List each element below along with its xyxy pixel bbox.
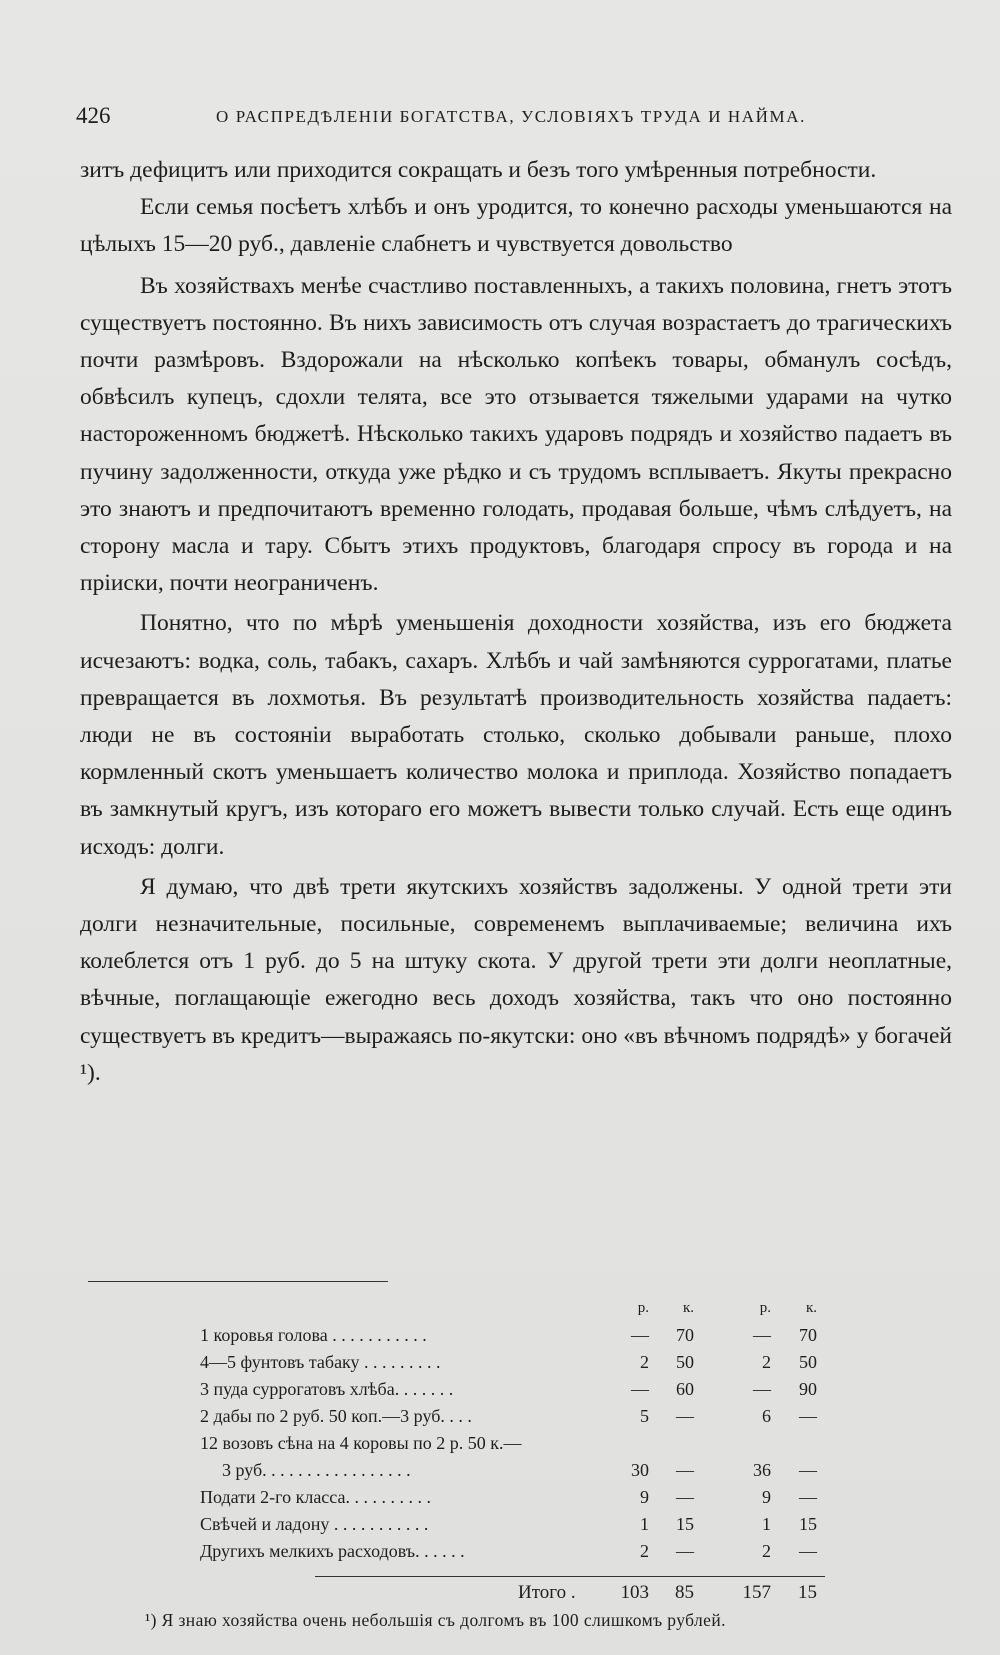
- row-label: 1 коровья голова . . . . . . . . . . .: [200, 1325, 427, 1345]
- total-cell: 15: [798, 1582, 817, 1603]
- cell: 70: [799, 1325, 817, 1345]
- footnote-separator: [88, 1281, 388, 1282]
- paragraph: Понятно, что по мѣрѣ уменьшенія доходности хозяйства, изъ его бюджета исчезаютъ: водка, соль, табакъ, сахаръ. Хлѣбъ и чай замѣняются суррогатами, платье превращается въ лохмотья. Въ результатѣ производительность хозяйства падаетъ: люди не въ состояніи выработать столько, сколько добывали раньше, плохо кормленный скотъ уменьшаетъ количество молока и приплода. Хозяйство попадаетъ въ замкнутый кругъ, изъ котораго его можетъ вывести только случай. Есть еще одинъ исходъ: долги.: [80, 610, 952, 860]
- cell: 1: [762, 1514, 771, 1534]
- total-rule: [315, 1576, 825, 1577]
- cell: 60: [676, 1379, 694, 1399]
- table-header-row: [200, 1300, 840, 1326]
- row-label: Другихъ мелкихъ расходовъ. . . . . .: [200, 1541, 465, 1561]
- cell: 2: [640, 1541, 649, 1561]
- cell: —: [799, 1406, 817, 1426]
- running-title: О РАСПРЕДѢЛЕНІИ БОГАТСТВА, УСЛОВІЯХЪ ТРУДА И НАЙМА.: [216, 107, 806, 126]
- row-label: Свѣчей и ладону . . . . . . . . . . .: [200, 1514, 429, 1534]
- page-header: [76, 103, 938, 133]
- cell: 36: [753, 1460, 771, 1480]
- table-row: [200, 1352, 840, 1378]
- total-label: Итого .: [518, 1582, 576, 1603]
- row-label: 3 руб. . . . . . . . . . . . . . . . .: [222, 1460, 411, 1480]
- paragraph: Если семья посѣетъ хлѣбъ и онъ уродится, то конечно расходы уменьшаются на цѣлыхъ 15—20 руб., давленіе слабнетъ и чувствуется довольство: [80, 194, 952, 258]
- column-header: к.: [805, 1300, 817, 1316]
- row-label: Подати 2-го класса. . . . . . . . . .: [200, 1487, 431, 1507]
- cell: —: [676, 1406, 694, 1426]
- cell: 1: [640, 1514, 649, 1534]
- cell: —: [753, 1379, 771, 1399]
- cell: 50: [799, 1352, 817, 1372]
- table-row: [200, 1487, 840, 1513]
- table-row: [200, 1379, 840, 1405]
- column-header: к.: [682, 1300, 694, 1316]
- paragraph: Я думаю, что двѣ трети якутскихъ хозяйствъ задолжены. У одной трети эти долги незначительные, посильные, современемъ выплачиваемые; величина ихъ колеблется отъ 1 руб. до 5 на штуку скота. У другой трети эти долги неоплатные, вѣчные, поглащающіе ежегодно весь доходъ хозяйства, такъ что оно постоянно существуетъ въ кредитъ—выражаясь по-якутски: оно «въ вѣчномъ подрядѣ» у богачей ¹).: [80, 873, 952, 1086]
- total-cell: 157: [742, 1582, 771, 1603]
- cell: —: [799, 1460, 817, 1480]
- row-label: 12 возовъ сѣна на 4 коровы по 2 р. 50 к.—: [200, 1433, 522, 1453]
- cell: 6: [762, 1406, 771, 1426]
- footnote: ¹) Я знаю хозяйства очень небольшія съ долгомъ въ 100 слишкомъ рублей.: [145, 1610, 726, 1630]
- cell: 15: [676, 1514, 694, 1534]
- cell: 70: [676, 1325, 694, 1345]
- cell: —: [631, 1379, 649, 1399]
- cell: 2: [762, 1352, 771, 1372]
- table-row: [200, 1514, 840, 1540]
- table-row: [200, 1460, 840, 1486]
- table-total-row: [200, 1582, 840, 1608]
- cell: 90: [799, 1379, 817, 1399]
- row-label: 2 дабы по 2 руб. 50 коп.—3 руб. . . .: [200, 1406, 472, 1426]
- table-row: [200, 1406, 840, 1432]
- table-row: [200, 1325, 840, 1351]
- column-header: р.: [759, 1300, 771, 1316]
- total-cell: 85: [675, 1582, 694, 1603]
- paragraph-continuation: зитъ дефицитъ или приходится сокращать и безъ того умѣренныя потребности.: [80, 157, 877, 183]
- cell: —: [676, 1541, 694, 1561]
- body-text: [80, 152, 952, 1092]
- cell: 15: [799, 1514, 817, 1534]
- column-header: р.: [637, 1300, 649, 1316]
- cell: 9: [762, 1487, 771, 1507]
- cell: 30: [631, 1460, 649, 1480]
- cell: —: [631, 1325, 649, 1345]
- cell: —: [676, 1460, 694, 1480]
- paragraph: Въ хозяйствахъ менѣе счастливо поставленныхъ, а такихъ половина, гнетъ этотъ существуетъ постоянно. Въ нихъ зависимость отъ случая возрастаетъ до трагическихъ почти размѣровъ. Вздорожали на нѣсколько копѣекъ товары, обманулъ сосѣдъ, обвѣсилъ купецъ, сдохли телята, все это отзывается тяжелыми ударами на чутко настороженномъ бюджетѣ. Нѣсколько такихъ ударовъ подрядъ и хозяйство падаетъ въ пучину задолженности, откуда уже рѣдко и съ трудомъ всплываетъ. Якуты прекрасно это знаютъ и предпочитаютъ временно голодать, продавая больше, чѣмъ слѣдуетъ, на сторону масла и тару. Сбытъ этихъ продуктовъ, благодаря спросу въ города и на пріиски, почти неограниченъ.: [80, 272, 952, 597]
- cell: —: [799, 1541, 817, 1561]
- cell: 9: [640, 1487, 649, 1507]
- cell: —: [799, 1487, 817, 1507]
- page-number: 426: [76, 103, 111, 128]
- table-row: [200, 1433, 840, 1459]
- cell: —: [676, 1487, 694, 1507]
- cell: 50: [676, 1352, 694, 1372]
- row-label: 3 пуда суррогатовъ хлѣба. . . . . . .: [200, 1379, 454, 1399]
- table-row: [200, 1541, 840, 1567]
- row-label: 4—5 фунтовъ табаку . . . . . . . . .: [200, 1352, 441, 1372]
- cell: 2: [762, 1541, 771, 1561]
- cell: 5: [640, 1406, 649, 1426]
- total-cell: 103: [620, 1582, 649, 1603]
- cell: 2: [640, 1352, 649, 1372]
- cell: —: [753, 1325, 771, 1345]
